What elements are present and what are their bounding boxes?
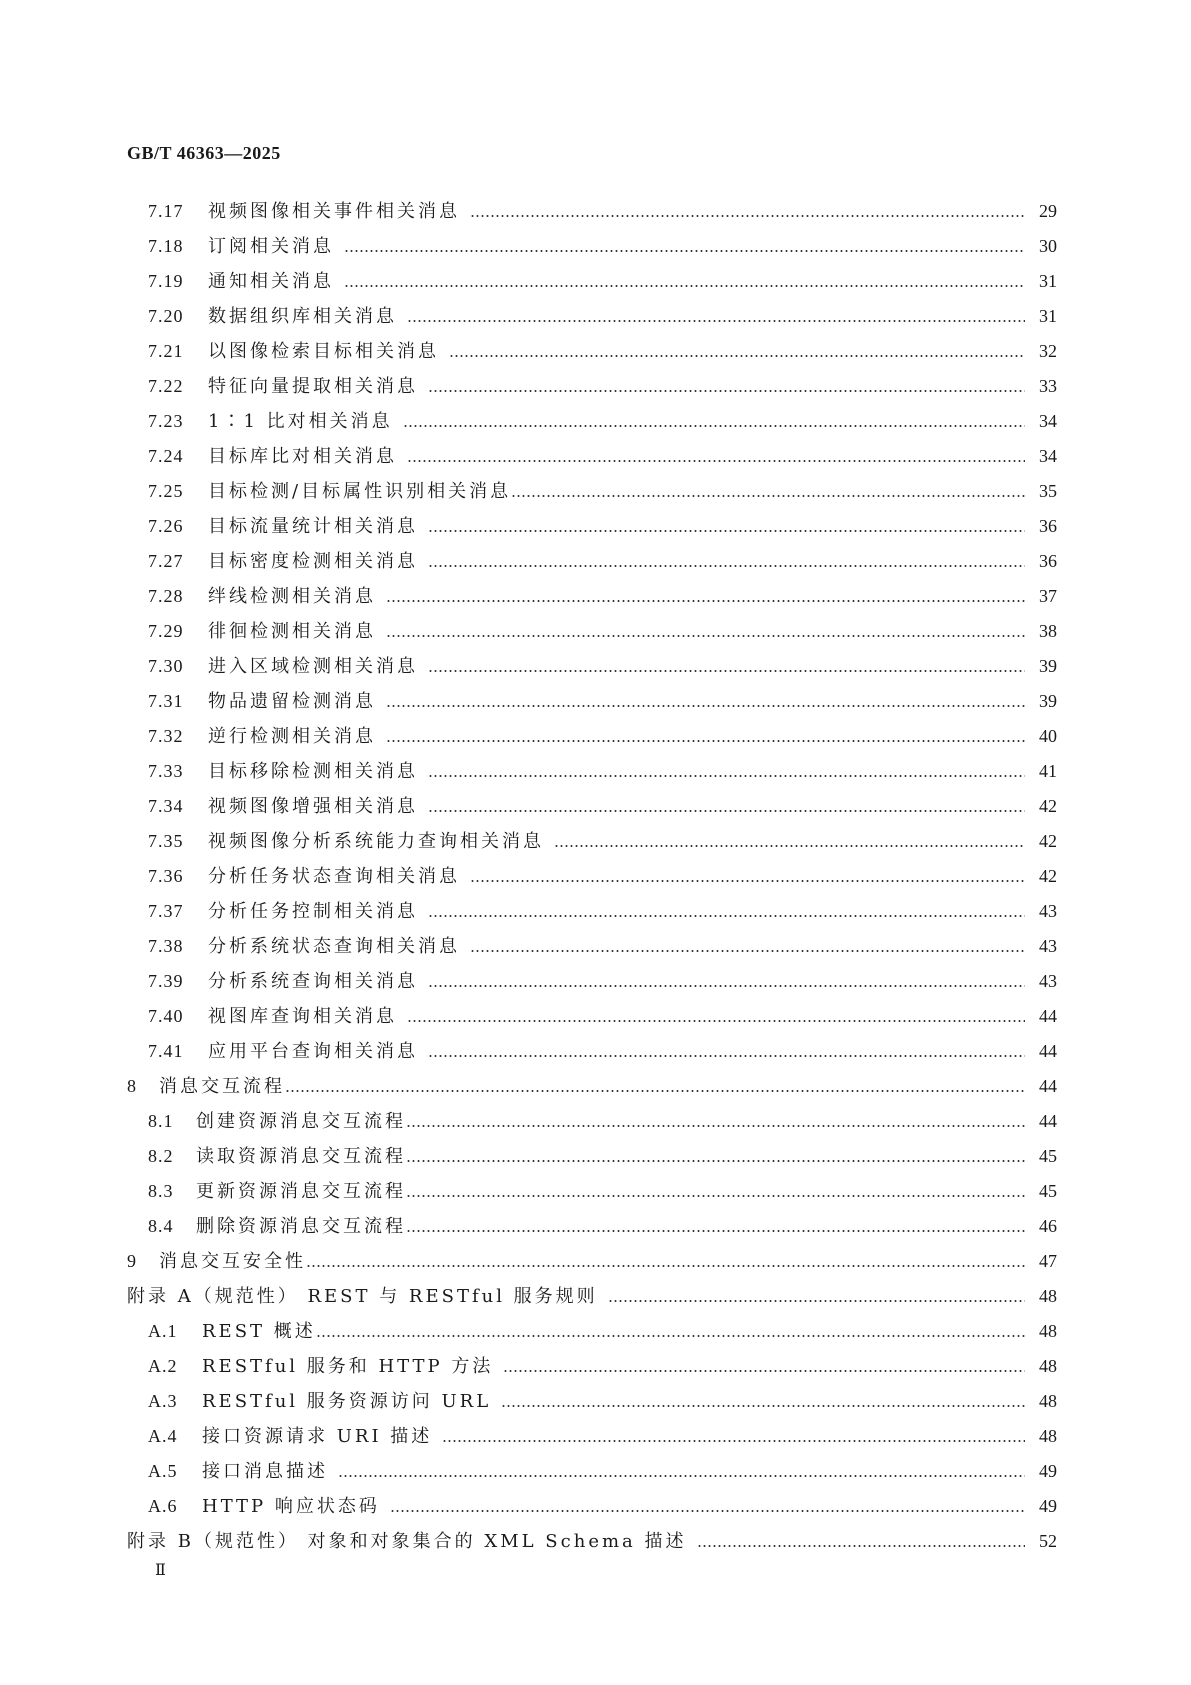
toc-entry-7-38[interactable] [127, 929, 1057, 964]
toc-leader [428, 985, 1025, 987]
toc-leader [554, 845, 1025, 847]
toc-leader [428, 1055, 1025, 1057]
toc-leader [406, 1230, 1025, 1232]
toc-entry-appendix-a[interactable] [127, 1279, 1057, 1314]
toc-number: 7.32 [148, 726, 184, 746]
toc-entry-7-18[interactable] [127, 229, 1057, 264]
toc-entry-a-6[interactable] [127, 1489, 1057, 1524]
toc-number: 7.40 [148, 1006, 184, 1026]
toc-title: 视频图像分析系统能力查询相关消息 [208, 831, 544, 852]
toc-title: RESTful 服务资源访问 URL [202, 1391, 492, 1412]
toc-entry-8-1[interactable] [127, 1104, 1057, 1139]
toc-leader [428, 810, 1025, 812]
toc-title: 订阅相关消息 [208, 236, 334, 257]
toc-page: 31 [1039, 271, 1057, 291]
toc-number: 8.3 [148, 1181, 174, 1201]
toc-entry-8-4[interactable] [127, 1209, 1057, 1244]
toc-page: 48 [1039, 1286, 1057, 1306]
toc-title: 分析任务状态查询相关消息 [208, 866, 460, 887]
table-of-contents [127, 194, 1057, 1559]
toc-leader [608, 1300, 1025, 1302]
toc-title: 视频图像增强相关消息 [208, 796, 418, 817]
toc-page: 43 [1039, 971, 1057, 991]
toc-title: 以图像检索目标相关消息 [208, 341, 439, 362]
toc-title: 应用平台查询相关消息 [208, 1041, 418, 1062]
toc-title: 附录 A（规范性） REST 与 RESTful 服务规则 [127, 1286, 598, 1307]
toc-title: 创建资源消息交互流程 [196, 1111, 406, 1132]
toc-entry-7-30[interactable] [127, 649, 1057, 684]
toc-page: 29 [1039, 201, 1057, 221]
toc-entry-7-28[interactable] [127, 579, 1057, 614]
toc-entry-7-34[interactable] [127, 789, 1057, 824]
toc-leader [406, 1125, 1025, 1127]
toc-leader [344, 250, 1025, 252]
toc-title: 目标库比对相关消息 [208, 446, 397, 467]
toc-number: 9 [127, 1251, 137, 1271]
toc-leader [407, 1020, 1025, 1022]
toc-number: A.2 [148, 1356, 178, 1376]
toc-title: 接口消息描述 [202, 1461, 328, 1482]
toc-title: 通知相关消息 [208, 271, 334, 292]
toc-page: 44 [1039, 1006, 1057, 1026]
toc-number: 7.24 [148, 446, 184, 466]
toc-entry-7-21[interactable] [127, 334, 1057, 369]
toc-title: 逆行检测相关消息 [208, 726, 376, 747]
toc-page: 33 [1039, 376, 1057, 396]
toc-page: 35 [1039, 481, 1057, 501]
toc-entry-7-41[interactable] [127, 1034, 1057, 1069]
toc-page: 43 [1039, 901, 1057, 921]
toc-entry-appendix-b[interactable] [127, 1524, 1057, 1559]
toc-page: 36 [1039, 516, 1057, 536]
toc-title: HTTP 响应状态码 [202, 1496, 380, 1517]
toc-number: 7.29 [148, 621, 184, 641]
toc-number: 7.25 [148, 481, 184, 501]
toc-page: 47 [1039, 1251, 1057, 1271]
toc-entry-7-40[interactable] [127, 999, 1057, 1034]
toc-page: 41 [1039, 761, 1057, 781]
toc-entry-a-1[interactable] [127, 1314, 1057, 1349]
toc-leader [470, 950, 1025, 952]
toc-leader [403, 425, 1025, 427]
toc-number: 7.33 [148, 761, 184, 781]
toc-entry-7-17[interactable] [127, 194, 1057, 229]
toc-title: 视频图像相关事件相关消息 [208, 201, 460, 222]
toc-leader [407, 320, 1025, 322]
toc-leader [428, 775, 1025, 777]
toc-entry-7-37[interactable] [127, 894, 1057, 929]
toc-page: 45 [1039, 1181, 1057, 1201]
toc-leader [407, 460, 1025, 462]
toc-entry-8-3[interactable] [127, 1174, 1057, 1209]
toc-leader [697, 1545, 1026, 1547]
toc-leader [285, 1090, 1025, 1092]
toc-number: 7.30 [148, 656, 184, 676]
toc-leader [428, 390, 1025, 392]
toc-number: 8.2 [148, 1146, 174, 1166]
toc-entry-7-27[interactable] [127, 544, 1057, 579]
toc-title: 分析系统状态查询相关消息 [208, 936, 460, 957]
toc-page: 40 [1039, 726, 1057, 746]
toc-page: 42 [1039, 831, 1057, 851]
toc-page: 48 [1039, 1391, 1057, 1411]
toc-entry-a-4[interactable] [127, 1419, 1057, 1454]
toc-leader [428, 530, 1025, 532]
toc-title: 物品遗留检测消息 [208, 691, 376, 712]
toc-leader [428, 915, 1025, 917]
toc-leader [386, 705, 1025, 707]
toc-page: 30 [1039, 236, 1057, 256]
toc-page: 44 [1039, 1076, 1057, 1096]
toc-page: 48 [1039, 1321, 1057, 1341]
toc-title: 目标密度检测相关消息 [208, 551, 418, 572]
toc-number: 7.19 [148, 271, 184, 291]
toc-entry-a-5[interactable] [127, 1454, 1057, 1489]
toc-number: 7.35 [148, 831, 184, 851]
toc-title: 进入区域检测相关消息 [208, 656, 418, 677]
toc-entry-a-3[interactable] [127, 1384, 1057, 1419]
toc-leader [428, 565, 1025, 567]
toc-page: 46 [1039, 1216, 1057, 1236]
toc-page: 48 [1039, 1426, 1057, 1446]
toc-title: 分析系统查询相关消息 [208, 971, 418, 992]
toc-page: 39 [1039, 691, 1057, 711]
toc-title: 目标流量统计相关消息 [208, 516, 418, 537]
toc-page: 45 [1039, 1146, 1057, 1166]
toc-leader [386, 635, 1025, 637]
toc-number: 8.4 [148, 1216, 174, 1236]
toc-page: 44 [1039, 1111, 1057, 1131]
toc-title: 徘徊检测相关消息 [208, 621, 376, 642]
toc-number: 7.28 [148, 586, 184, 606]
toc-number: A.3 [148, 1391, 178, 1411]
toc-leader [470, 880, 1025, 882]
toc-title: 读取资源消息交互流程 [196, 1146, 406, 1167]
toc-entry-7-22[interactable] [127, 369, 1057, 404]
toc-page: 34 [1039, 411, 1057, 431]
toc-title: 数据组织库相关消息 [208, 306, 397, 327]
toc-number: A.1 [148, 1321, 178, 1341]
toc-leader [428, 670, 1025, 672]
toc-title: REST 概述 [202, 1321, 316, 1342]
toc-title: 消息交互安全性 [159, 1251, 306, 1272]
toc-number: 7.41 [148, 1041, 184, 1061]
toc-entry-chapter-9[interactable] [127, 1244, 1057, 1279]
page-number: Ⅱ [155, 1562, 166, 1579]
toc-page: 31 [1039, 306, 1057, 326]
toc-page: 43 [1039, 936, 1057, 956]
toc-page: 49 [1039, 1461, 1057, 1481]
toc-leader [344, 285, 1025, 287]
toc-number: 7.22 [148, 376, 184, 396]
toc-number: 7.20 [148, 306, 184, 326]
toc-title: 目标检测/目标属性识别相关消息 [208, 481, 512, 502]
toc-entry-a-2[interactable] [127, 1349, 1057, 1384]
toc-entry-7-33[interactable] [127, 754, 1057, 789]
toc-page: 36 [1039, 551, 1057, 571]
toc-leader [316, 1335, 1025, 1337]
toc-title: 接口资源请求 URI 描述 [202, 1426, 433, 1447]
toc-number: A.6 [148, 1496, 178, 1516]
toc-leader [501, 1405, 1025, 1407]
toc-number: 7.17 [148, 201, 184, 221]
toc-number: 7.21 [148, 341, 184, 361]
toc-page: 42 [1039, 796, 1057, 816]
toc-leader [503, 1370, 1025, 1372]
toc-number: A.5 [148, 1461, 178, 1481]
toc-title: 删除资源消息交互流程 [196, 1216, 406, 1237]
toc-leader [442, 1440, 1025, 1442]
toc-page: 37 [1039, 586, 1057, 606]
toc-leader [386, 600, 1025, 602]
toc-entry-7-25[interactable] [127, 474, 1057, 509]
toc-title: RESTful 服务和 HTTP 方法 [202, 1356, 494, 1377]
toc-title: 1∶1 比对相关消息 [208, 411, 393, 432]
toc-title: 绊线检测相关消息 [208, 586, 376, 607]
toc-number: 7.31 [148, 691, 184, 711]
toc-leader [511, 495, 1025, 497]
toc-entry-7-23[interactable] [127, 404, 1057, 439]
toc-title: 分析任务控制相关消息 [208, 901, 418, 922]
toc-number: 7.37 [148, 901, 184, 921]
toc-entry-7-24[interactable] [127, 439, 1057, 474]
toc-number: 7.39 [148, 971, 184, 991]
toc-page: 52 [1039, 1531, 1057, 1551]
toc-leader [406, 1195, 1025, 1197]
toc-entry-7-19[interactable] [127, 264, 1057, 299]
toc-entry-8-2[interactable] [127, 1139, 1057, 1174]
toc-page: 42 [1039, 866, 1057, 886]
toc-page: 32 [1039, 341, 1057, 361]
toc-entry-7-35[interactable] [127, 824, 1057, 859]
toc-number: 7.34 [148, 796, 184, 816]
toc-title: 更新资源消息交互流程 [196, 1181, 406, 1202]
toc-number: 7.38 [148, 936, 184, 956]
toc-entry-7-31[interactable] [127, 684, 1057, 719]
toc-entry-7-20[interactable] [127, 299, 1057, 334]
toc-number: 7.26 [148, 516, 184, 536]
toc-page: 39 [1039, 656, 1057, 676]
toc-entry-chapter-8[interactable] [127, 1069, 1057, 1104]
toc-page: 34 [1039, 446, 1057, 466]
toc-number: 8 [127, 1076, 137, 1096]
toc-entry-7-32[interactable] [127, 719, 1057, 754]
toc-number: A.4 [148, 1426, 178, 1446]
toc-entry-7-36[interactable] [127, 859, 1057, 894]
toc-number: 7.36 [148, 866, 184, 886]
toc-leader [306, 1265, 1025, 1267]
toc-leader [386, 740, 1025, 742]
toc-leader [470, 215, 1025, 217]
toc-title: 目标移除检测相关消息 [208, 761, 418, 782]
toc-page: 44 [1039, 1041, 1057, 1061]
toc-leader [406, 1160, 1025, 1162]
toc-leader [338, 1475, 1025, 1477]
toc-page: 48 [1039, 1356, 1057, 1376]
toc-leader [449, 355, 1025, 357]
toc-title: 视图库查询相关消息 [208, 1006, 397, 1027]
toc-leader [390, 1510, 1025, 1512]
toc-entry-7-39[interactable] [127, 964, 1057, 999]
toc-page: 49 [1039, 1496, 1057, 1516]
toc-entry-7-26[interactable] [127, 509, 1057, 544]
toc-number: 7.27 [148, 551, 184, 571]
toc-title: 消息交互流程 [159, 1076, 285, 1097]
toc-entry-7-29[interactable] [127, 614, 1057, 649]
toc-page: 38 [1039, 621, 1057, 641]
toc-title: 附录 B（规范性） 对象和对象集合的 XML Schema 描述 [127, 1531, 687, 1552]
toc-number: 7.18 [148, 236, 184, 256]
standard-code: GB/T 46363—2025 [127, 143, 281, 163]
toc-number: 7.23 [148, 411, 184, 431]
toc-number: 8.1 [148, 1111, 174, 1131]
toc-title: 特征向量提取相关消息 [208, 376, 418, 397]
